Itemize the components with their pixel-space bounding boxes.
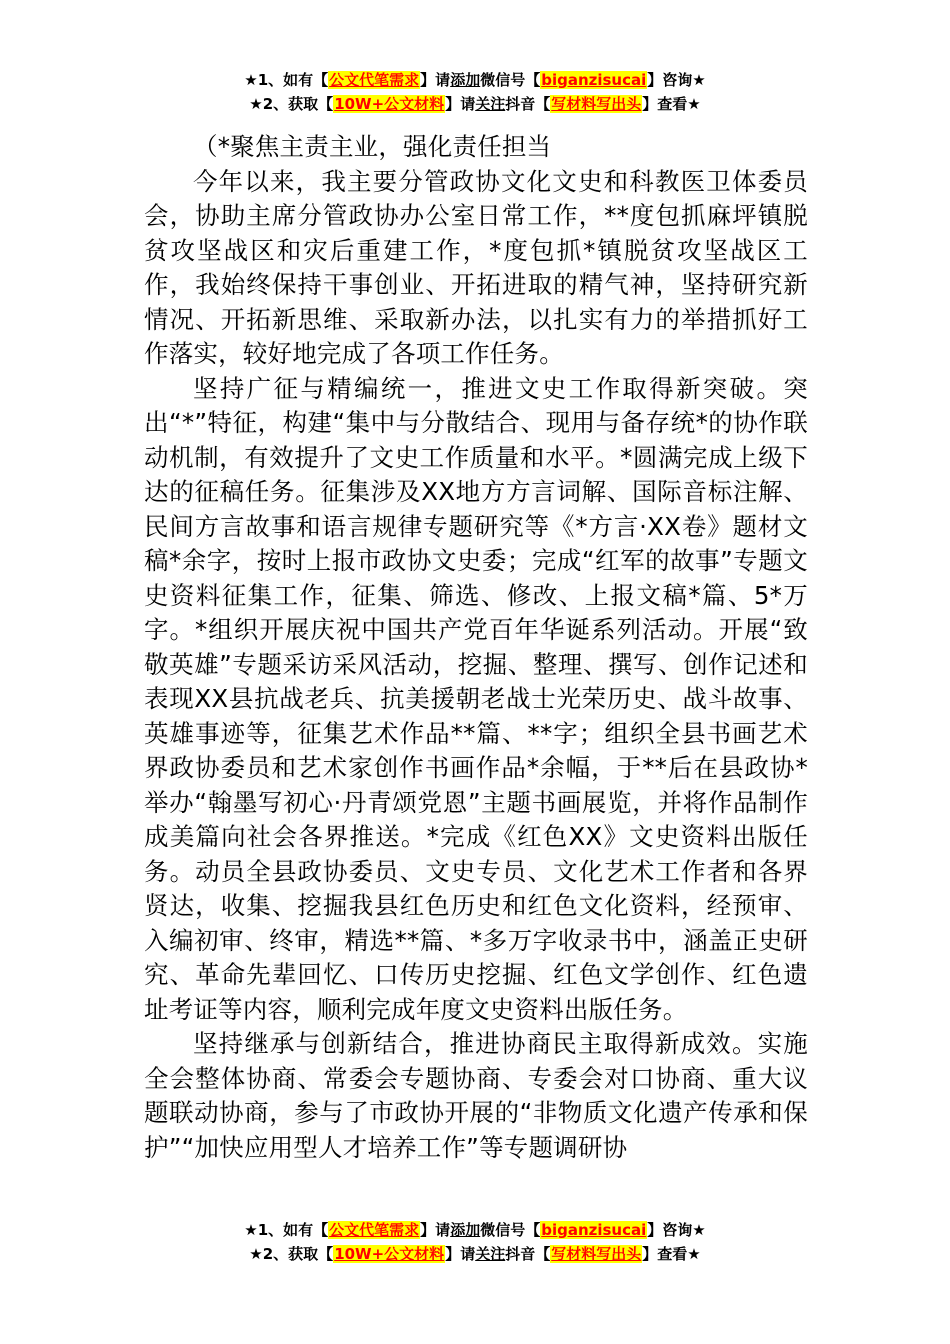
promo-text: 】请 (420, 71, 451, 89)
promo-highlight: 10W+公文材料 (334, 1245, 445, 1263)
promo-underline: 添加 (450, 1221, 481, 1239)
promo-text: 微信号【 (480, 1221, 541, 1239)
promo-text: 抖音【 (505, 95, 551, 113)
promo-line-1 (0, 68, 950, 92)
promo-banner-bottom (0, 1218, 950, 1266)
paragraph: 今年以来，我主要分管政协文化文史和科教医卫体委员会，协助主席分管政协办公室日常工作，**度包抓麻坪镇脱贫攻坚战区和灾后重建工作，*度包抓*镇脱贫攻坚战区工作，我始终保持干事创业、开拓进取的精气神，坚持研究新情况、开拓新思维、采取新办法，以扎实有力的举措抓好工作落实，较好地完成了各项工作任务。 (144, 166, 808, 368)
promo-highlight: 公文代笔需求 (329, 71, 420, 89)
promo-text: ★2、获取【 (249, 1245, 334, 1263)
promo-banner-top (0, 68, 950, 116)
promo-highlight: 写材料写出头 (551, 95, 642, 113)
promo-text: 微信号【 (480, 71, 541, 89)
promo-highlight: biganzisucai (541, 71, 647, 89)
promo-text: 】咨询★ (647, 1221, 706, 1239)
promo-text: 】查看★ (642, 95, 701, 113)
paragraph: 坚持继承与创新结合，推进协商民主取得新成效。实施全会整体协商、常委会专题协商、专委会对口协商、重大议题联动协商，参与了市政协开展的“非物质文化遗产传承和保护”“加快应用型人才培养工作”等专题调研协 (144, 1029, 808, 1162)
document-body (144, 130, 808, 1165)
promo-line-2 (0, 92, 950, 116)
promo-text: 】请 (445, 1245, 476, 1263)
promo-text: 抖音【 (505, 1245, 551, 1263)
promo-highlight: 10W+公文材料 (334, 95, 445, 113)
section-heading: （*聚焦主责主业，强化责任担当 (193, 132, 552, 161)
promo-highlight: 写材料写出头 (551, 1245, 642, 1263)
promo-text: ★2、获取【 (249, 95, 334, 113)
promo-underline: 关注 (475, 1245, 506, 1263)
promo-text: ★1、如有【 (244, 1221, 329, 1239)
promo-text: ★1、如有【 (244, 71, 329, 89)
promo-text: 】咨询★ (647, 71, 706, 89)
promo-line-1 (0, 1218, 950, 1242)
promo-text: 】查看★ (642, 1245, 701, 1263)
promo-text: 】请 (420, 1221, 451, 1239)
promo-highlight: 公文代笔需求 (329, 1221, 420, 1239)
promo-highlight: biganzisucai (541, 1221, 647, 1239)
promo-text: 】请 (445, 95, 476, 113)
promo-line-2 (0, 1242, 950, 1266)
promo-underline: 关注 (475, 95, 506, 113)
paragraph: 坚持广征与精编统一，推进文史工作取得新突破。突出“*”特征，构建“集中与分散结合、现用与备存统*的协作联动机制，有效提升了文史工作质量和水平。*圆满完成上级下达的征稿任务。征集涉及XX地方方言词解、国际音标注解、民间方言故事和语言规律专题研究等《*方言·XX卷》题材文稿*余字，按时上报市政协文史委；完成“红军的故事”专题文史资料征集工作，征集、筛选、修改、上报文稿*篇、5*万字。*组织开展庆祝中国共产党百年华诞系列活动。开展“致敬英雄”专题采访采风活动，挖掘、整理、撰写、创作记述和表现XX县抗战老兵、抗美援朝老战士光荣历史、战斗故事、英雄事迹等，征集艺术作品**篇、**字；组织全县书画艺术界政协委员和艺术家创作书画作品*余幅，于**后在县政协*举办“翰墨写初心·丹青颂党恩”主题书画展览，并将作品制作成美篇向社会各界推送。*完成《红色XX》文史资料出版任务。动员全县政协委员、文史专员、文化艺术工作者和各界贤达，收集、挖掘我县红色历史和红色文化资料，经预审、入编初审、终审，精选**篇、*多万字收录书中，涵盖正史研究、革命先辈回忆、口传历史挖掘、红色文学创作、红色遗址考证等内容，顺利完成年度文史资料出版任务。 (144, 373, 808, 1024)
promo-underline: 添加 (450, 71, 481, 89)
